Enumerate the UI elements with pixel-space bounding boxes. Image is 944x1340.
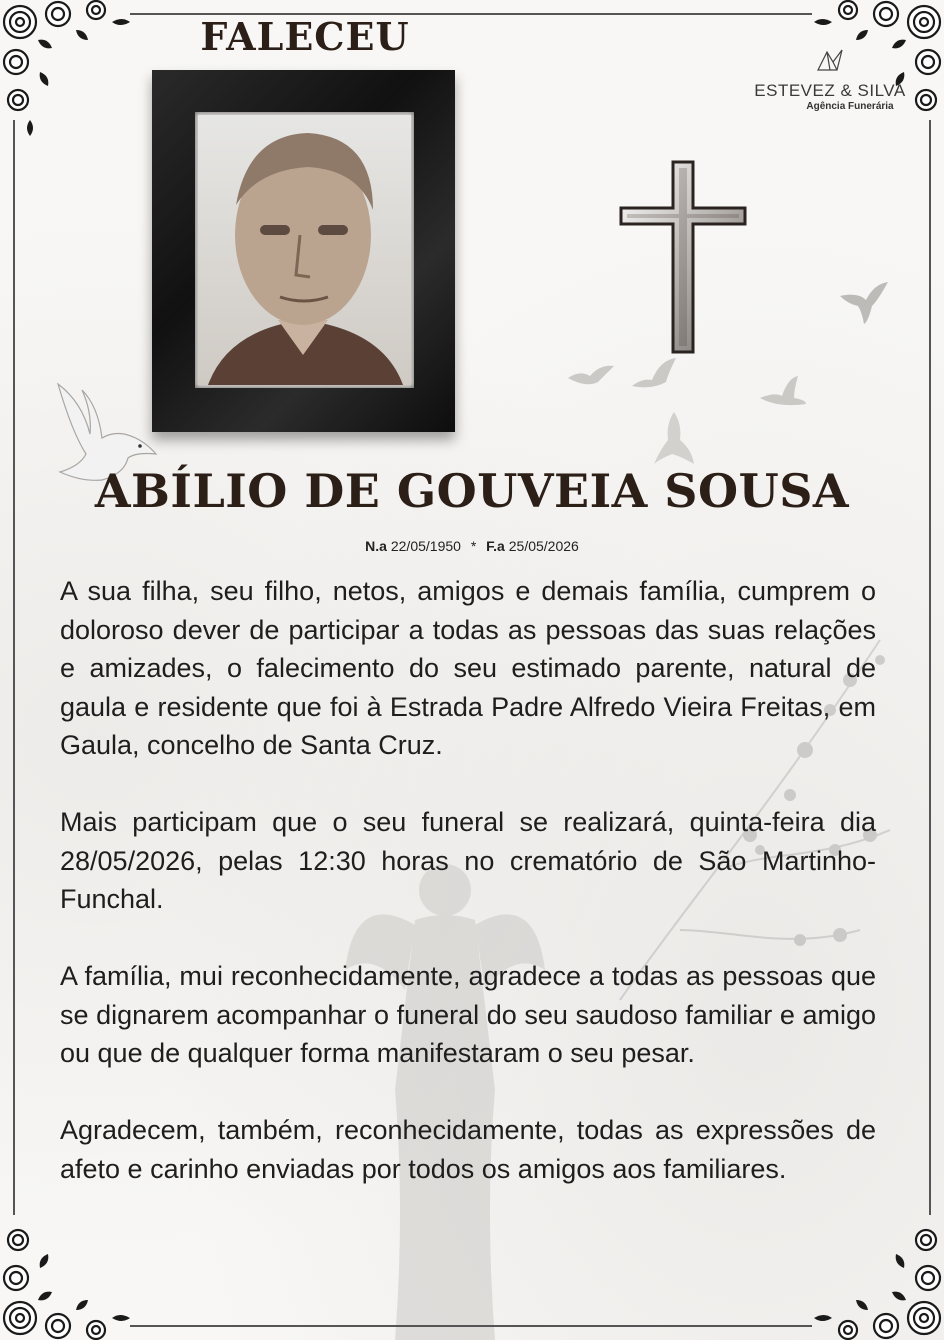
rose-corner-icon xyxy=(0,1200,140,1340)
bird-icon xyxy=(566,362,616,390)
border-left xyxy=(13,120,15,1215)
bird-icon xyxy=(652,410,696,466)
photo-frame xyxy=(152,70,455,432)
date-separator: * xyxy=(470,538,477,554)
brand-logo xyxy=(750,48,910,113)
rose-corner-icon xyxy=(804,1200,944,1340)
rose-corner-icon xyxy=(0,0,140,140)
cross-icon xyxy=(618,160,748,355)
bird-icon xyxy=(758,376,808,408)
border-right xyxy=(929,120,931,1215)
life-dates xyxy=(0,538,944,554)
bird-icon xyxy=(630,356,682,392)
birth-label: N.a xyxy=(365,538,387,554)
announcement-paragraph: A sua filha, seu filho, netos, amigos e demais família, cumprem o doloroso dever de participar a todas as pessoas das suas relações e amizades, o falecimento do seu estimado parente, natural de gaula e residente que foi à Estrada Padre Alfredo Vieira Freitas, em Gaula, concelho de Santa Cruz. xyxy=(60,576,876,760)
death-date: 25/05/2026 xyxy=(508,538,579,554)
bird-icon xyxy=(838,282,890,326)
funeral-details-paragraph: Mais participam que o seu funeral se realizará, quinta-feira dia 28/05/2026, pelas 12:30 horas no crematório de São Martinho- Funchal. xyxy=(60,807,876,914)
death-label: F.a xyxy=(486,538,505,554)
brand-name: ESTEVEZ & SILVA xyxy=(754,81,906,100)
thanks-paragraph: A família, mui reconhecidamente, agradece a todas as pessoas que se dignarem acompanhar o funeral do seu saudoso familiar e amigo ou que de qualquer forma manifestaram o seu pesar. xyxy=(60,961,876,1068)
closing-paragraph: Agradecem, também, reconhecidamente, todas as expressões de afeto e carinho enviadas por todos os amigos aos familiares. xyxy=(60,1115,876,1184)
portrait-photo xyxy=(198,115,411,385)
deceased-name: ABÍLIO DE GOUVEIA SOUSA xyxy=(94,464,850,518)
announcement-body xyxy=(60,572,876,1188)
photo-mat xyxy=(195,112,414,388)
border-bottom xyxy=(130,1325,812,1327)
brand-logo-icon xyxy=(815,48,845,74)
brand-subtitle: Agência Funerária xyxy=(806,101,894,112)
page-title: FALECEU xyxy=(200,14,410,59)
birth-date: 22/05/1950 xyxy=(390,538,461,554)
